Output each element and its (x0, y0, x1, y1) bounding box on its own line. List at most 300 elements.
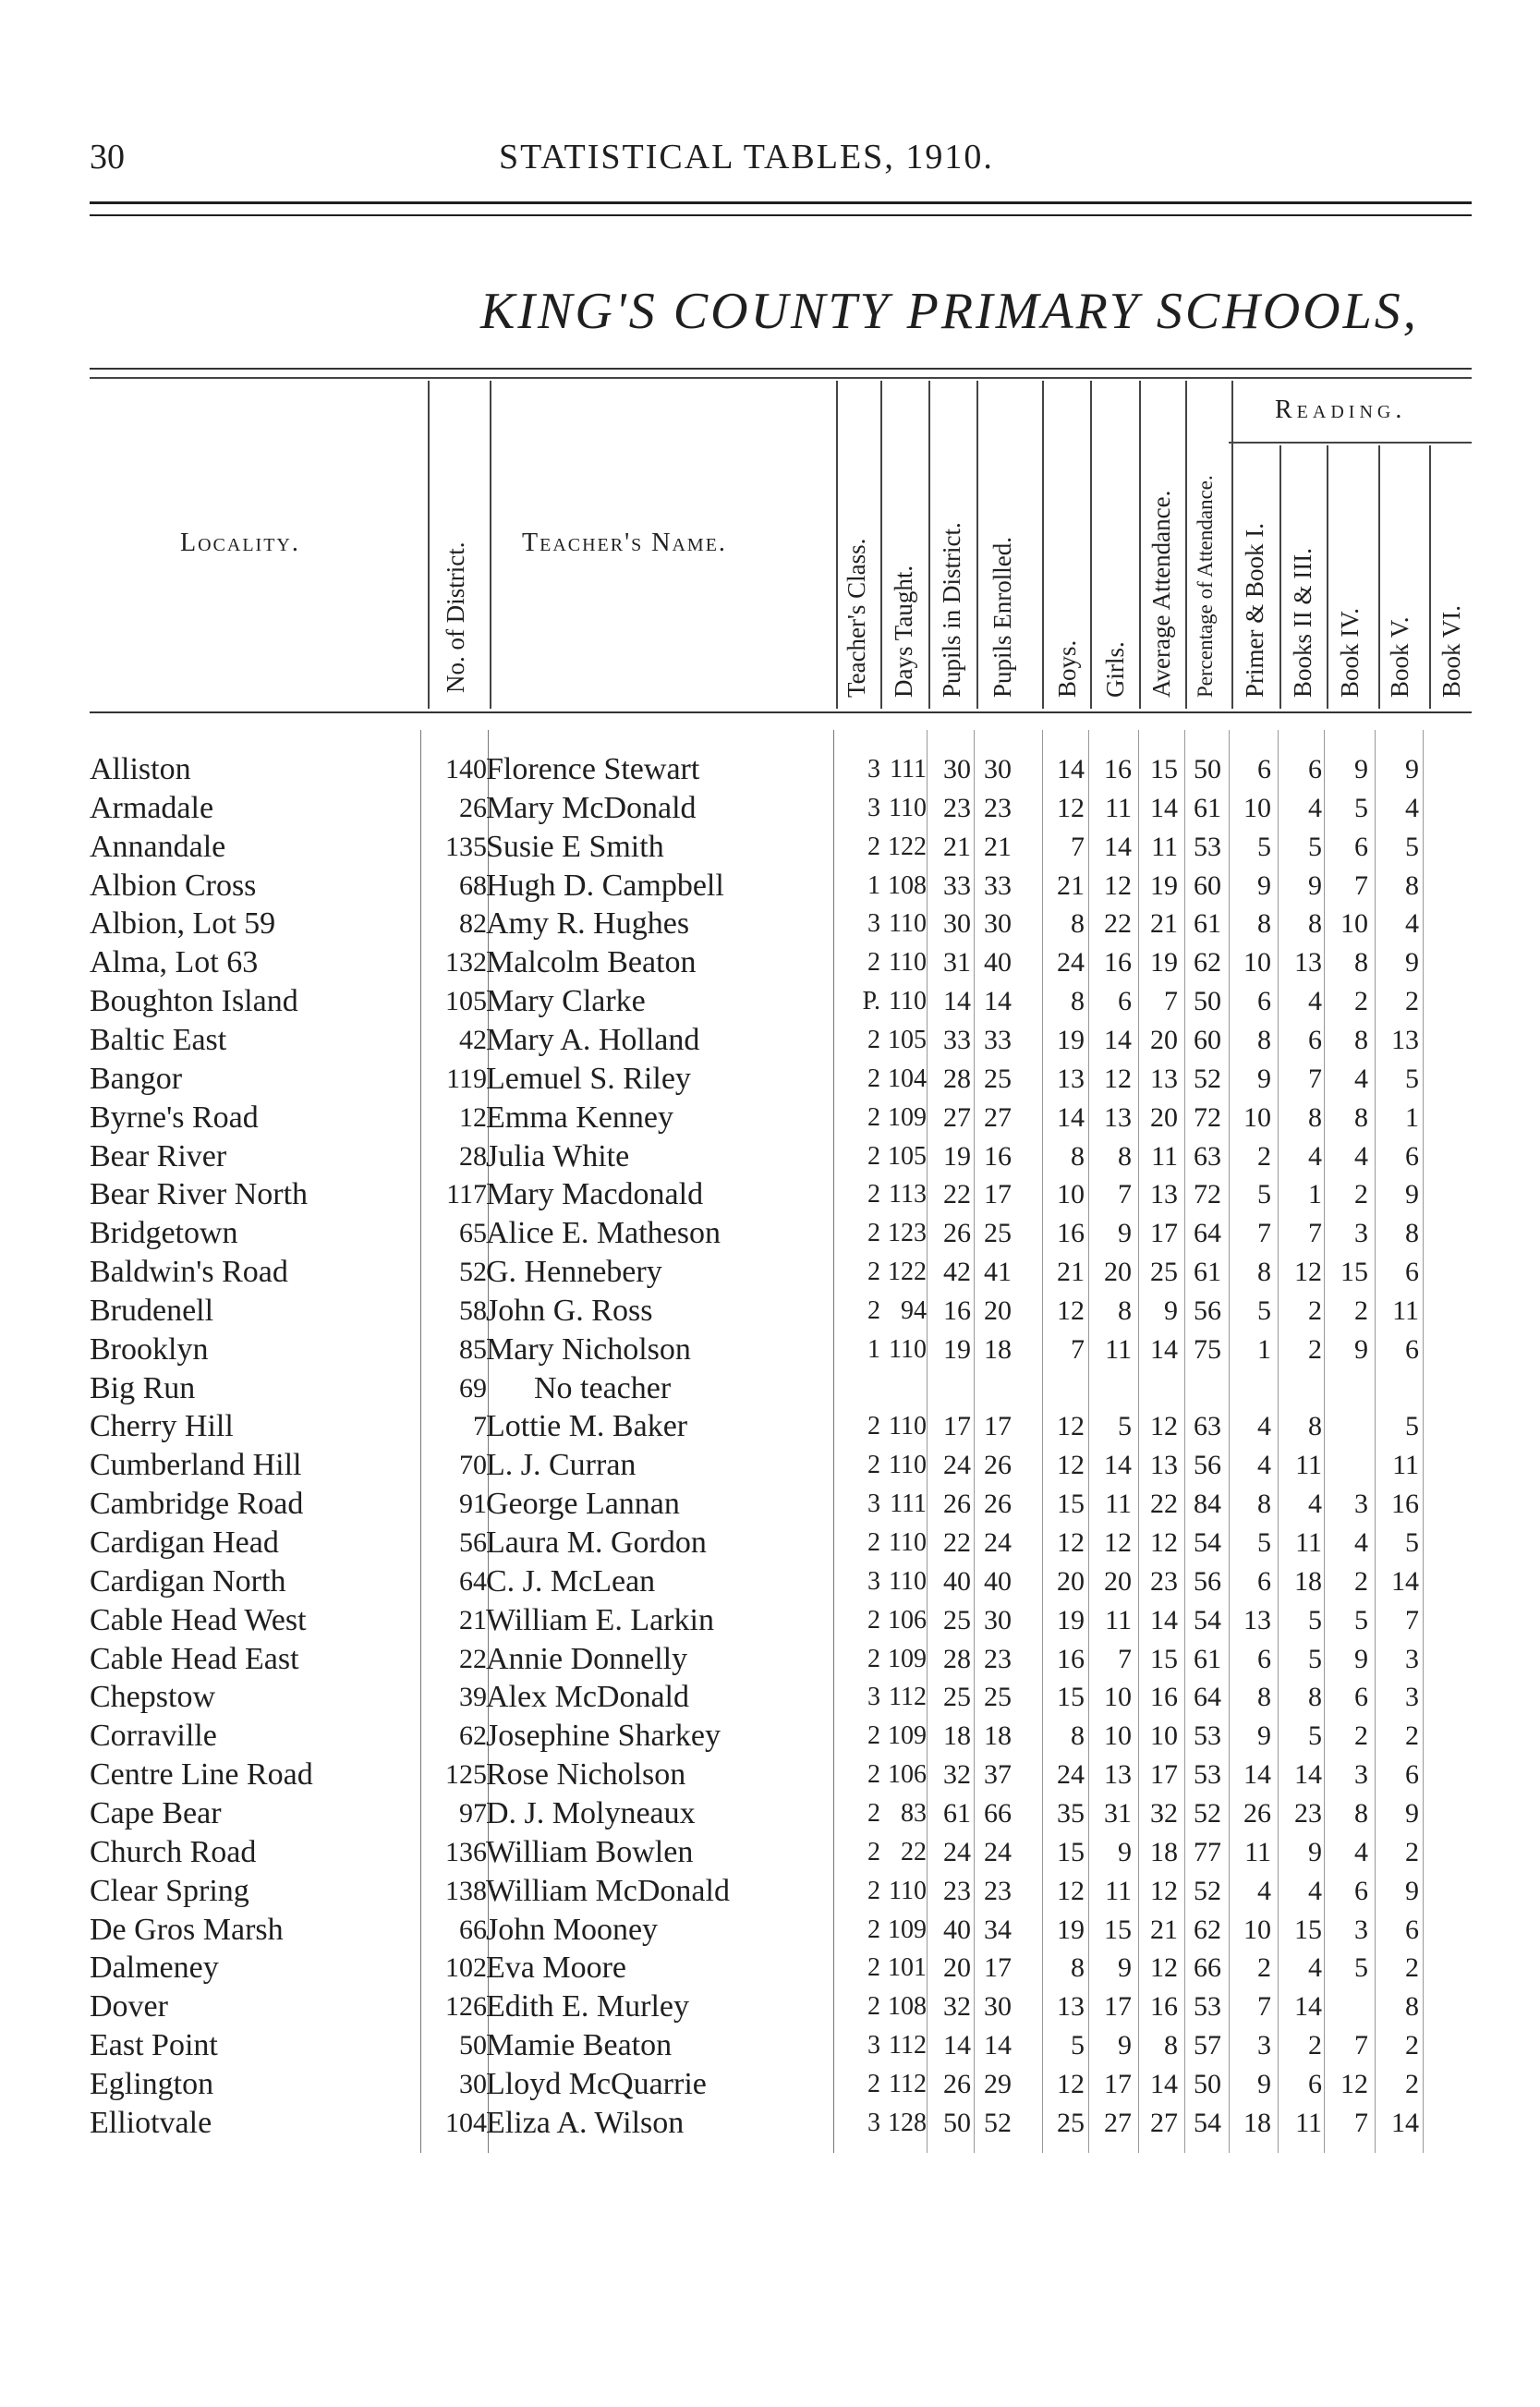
teacher-class-cell: 2 (867, 1219, 880, 1248)
sep-girls-left (1090, 381, 1092, 709)
header-rule-thick (90, 201, 1472, 204)
teacher-name-cell: Mary Nicholson (486, 1331, 691, 1367)
days-taught-cell: 108 (888, 870, 927, 900)
book-4-cell: 2 (1354, 986, 1368, 1017)
boys-cell: 12 (1057, 2068, 1085, 2099)
book-5-cell: 7 (1405, 1604, 1419, 1635)
percentage-attendance-cell: 77 (1194, 1836, 1221, 1867)
book-5-cell: 14 (1391, 2107, 1419, 2138)
boys-cell: 19 (1057, 1914, 1085, 1945)
boys-cell: 16 (1057, 1218, 1085, 1249)
book-5-cell: 5 (1405, 1527, 1419, 1558)
pupils-enrolled-cell: 24 (984, 1527, 1012, 1558)
pupils-in-district-cell: 24 (943, 1836, 971, 1867)
percentage-attendance-cell: 57 (1194, 2030, 1221, 2061)
teacher-name-cell: D. J. Molyneaux (486, 1795, 696, 1830)
pupils-enrolled-cell: 23 (984, 1643, 1012, 1674)
days-taught-cell: 110 (889, 1412, 927, 1441)
percentage-attendance-cell: 53 (1194, 1759, 1221, 1791)
pupils-in-district-cell: 26 (943, 2068, 971, 2099)
books-2-3-cell: 4 (1308, 1875, 1322, 1906)
pupils-in-district-cell: 26 (943, 1218, 971, 1249)
pupils-enrolled-cell: 26 (984, 1450, 1012, 1481)
book-5-cell: 9 (1405, 947, 1419, 979)
sep-prim-left (1231, 381, 1233, 709)
pupils-enrolled-cell: 27 (984, 1101, 1012, 1133)
pupils-enrolled-cell: 23 (984, 792, 1012, 823)
percentage-attendance-cell: 75 (1194, 1333, 1221, 1365)
district-cell: 97 (459, 1797, 487, 1829)
district-cell: 12 (459, 1101, 487, 1133)
percentage-attendance-cell: 62 (1194, 947, 1221, 979)
pupils-enrolled-cell: 20 (984, 1295, 1012, 1326)
primer-book1-cell: 11 (1244, 1836, 1271, 1867)
days-taught-cell: 110 (889, 1451, 927, 1480)
book-5-cell: 11 (1392, 1295, 1419, 1326)
book-5-cell: 8 (1405, 1218, 1419, 1249)
pupils-in-district-cell: 19 (943, 1140, 971, 1172)
locality-cell: Alliston (90, 752, 191, 786)
primer-book1-cell: 9 (1257, 2068, 1271, 2099)
girls-cell: 20 (1104, 1565, 1132, 1597)
girls-cell: 7 (1118, 1179, 1132, 1210)
district-cell: 104 (445, 2107, 487, 2138)
girls-cell: 22 (1104, 908, 1132, 940)
book-5-cell: 9 (1405, 754, 1419, 784)
district-cell: 28 (459, 1140, 487, 1172)
boys-cell: 24 (1057, 947, 1085, 979)
average-attendance-cell: 32 (1150, 1797, 1178, 1829)
books-2-3-cell: 11 (1295, 2107, 1322, 2138)
table-row (0, 1407, 1540, 1446)
girls-cell: 15 (1104, 1914, 1132, 1945)
boys-cell: 19 (1057, 1604, 1085, 1635)
girls-cell: 16 (1104, 754, 1132, 784)
pupils-in-district-cell: 17 (943, 1411, 971, 1442)
district-cell: 105 (445, 986, 487, 1017)
percentage-attendance-cell: 52 (1194, 1063, 1221, 1094)
table-row (0, 982, 1540, 1021)
boys-cell: 21 (1057, 1257, 1085, 1288)
book-5-cell: 2 (1405, 1952, 1419, 1984)
locality-cell: Corraville (90, 1719, 217, 1754)
average-attendance-cell: 9 (1164, 1295, 1178, 1326)
boys-cell: 7 (1071, 1333, 1085, 1365)
pupils-enrolled-cell: 33 (984, 869, 1012, 901)
book-4-cell: 2 (1354, 1295, 1368, 1326)
book-5-cell: 8 (1405, 1991, 1419, 2023)
pupils-in-district-cell: 42 (943, 1257, 971, 1288)
books-2-3-cell: 5 (1308, 831, 1322, 862)
pupils-in-district-cell: 33 (943, 1024, 971, 1055)
days-taught-cell: 105 (888, 1141, 927, 1171)
average-attendance-cell: 7 (1164, 986, 1178, 1017)
book-5-cell: 6 (1405, 1759, 1419, 1791)
pupils-in-district-cell: 22 (943, 1179, 971, 1210)
teacher-name-cell: Mary Clarke (486, 984, 646, 1019)
girls-cell: 8 (1118, 1295, 1132, 1326)
district-cell: 42 (459, 1024, 487, 1055)
teacher-class-cell: 2 (867, 1915, 880, 1944)
average-attendance-cell: 15 (1150, 754, 1178, 784)
table-row (0, 1175, 1540, 1214)
book-4-cell: 4 (1354, 1140, 1368, 1172)
books-2-3-cell: 7 (1308, 1218, 1322, 1249)
primer-book1-cell: 26 (1243, 1797, 1271, 1829)
percentage-attendance-cell: 50 (1194, 2068, 1221, 2099)
pupils-enrolled-cell: 21 (984, 831, 1012, 862)
girls-cell: 9 (1118, 1218, 1132, 1249)
books-2-3-cell: 4 (1308, 1489, 1322, 1520)
book-4-cell: 9 (1354, 754, 1368, 784)
percentage-attendance-cell: 72 (1194, 1179, 1221, 1210)
percentage-attendance-cell: 54 (1194, 1527, 1221, 1558)
teacher-name-cell: John Mooney (486, 1912, 659, 1947)
table-row (0, 1369, 1540, 1408)
days-taught-cell: 94 (901, 1295, 927, 1325)
pupils-in-district-cell: 23 (943, 792, 971, 823)
primer-book1-cell: 1 (1257, 1333, 1271, 1365)
pupils-in-district-cell: 33 (943, 869, 971, 901)
table-row (0, 1601, 1540, 1640)
pupils-in-district-cell: 31 (943, 947, 971, 979)
primer-book1-cell: 4 (1257, 1875, 1271, 1906)
girls-cell: 5 (1118, 1411, 1132, 1442)
teacher-class-cell: 3 (867, 755, 880, 784)
book-5-cell: 2 (1405, 1836, 1419, 1867)
teacher-name-cell: Annie Donnelly (486, 1641, 688, 1676)
books-2-3-cell: 7 (1308, 1063, 1322, 1094)
header-reading: Reading. (1275, 395, 1407, 424)
primer-book1-cell: 9 (1257, 1063, 1271, 1094)
teacher-class-cell: 2 (867, 1798, 880, 1828)
books-2-3-cell: 4 (1308, 986, 1322, 1017)
books-2-3-cell: 14 (1294, 1991, 1322, 2023)
pupils-enrolled-cell: 16 (984, 1140, 1012, 1172)
pupils-enrolled-cell: 14 (984, 2030, 1012, 2061)
primer-book1-cell: 6 (1257, 1565, 1271, 1597)
book-4-cell: 7 (1354, 869, 1368, 901)
locality-cell: Brooklyn (90, 1331, 209, 1367)
book-5-cell: 5 (1405, 1411, 1419, 1442)
girls-cell: 14 (1104, 1024, 1132, 1055)
locality-cell: Byrne's Road (90, 1100, 259, 1135)
teacher-class-cell: 2 (867, 1025, 880, 1054)
average-attendance-cell: 17 (1150, 1218, 1178, 1249)
table-row (0, 789, 1540, 828)
table-row (0, 1524, 1540, 1562)
boys-cell: 13 (1057, 1991, 1085, 2023)
book-5-cell: 6 (1405, 1333, 1419, 1365)
boys-cell: 8 (1071, 1720, 1085, 1752)
books-2-3-cell: 5 (1308, 1643, 1322, 1674)
girls-cell: 11 (1105, 1333, 1132, 1365)
girls-cell: 8 (1118, 1140, 1132, 1172)
pupils-in-district-cell: 20 (943, 1952, 971, 1984)
days-taught-cell: 109 (888, 1915, 927, 1944)
pupils-enrolled-cell: 25 (984, 1682, 1012, 1713)
table-row (0, 2104, 1540, 2143)
book-5-cell: 9 (1405, 1797, 1419, 1829)
teacher-name-cell: Mary McDonald (486, 790, 697, 825)
header-boys: Boys. (1053, 639, 1081, 698)
table-row (0, 1253, 1540, 1292)
teacher-class-cell: P. (862, 987, 880, 1016)
average-attendance-cell: 20 (1150, 1101, 1178, 1133)
teacher-class-cell: 1 (867, 1334, 880, 1364)
district-cell: 65 (459, 1218, 487, 1249)
header-girls: Girls. (1101, 641, 1129, 698)
teacher-class-cell: 2 (867, 1953, 880, 1983)
primer-book1-cell: 6 (1257, 986, 1271, 1017)
days-taught-cell: 128 (888, 2108, 927, 2137)
locality-cell: Bear River North (90, 1177, 309, 1212)
table-row (0, 1872, 1540, 1911)
girls-cell: 11 (1105, 1875, 1132, 1906)
books-2-3-cell: 13 (1294, 947, 1322, 979)
pupils-enrolled-cell: 33 (984, 1024, 1012, 1055)
table-row (0, 1794, 1540, 1833)
primer-book1-cell: 8 (1257, 1257, 1271, 1288)
girls-cell: 10 (1104, 1720, 1132, 1752)
teacher-name-cell: William E. Larkin (486, 1602, 714, 1637)
books-2-3-cell: 2 (1308, 1333, 1322, 1365)
average-attendance-cell: 8 (1164, 2030, 1178, 2061)
book-4-cell: 15 (1340, 1257, 1368, 1288)
table-row (0, 1214, 1540, 1253)
percentage-attendance-cell: 66 (1194, 1952, 1221, 1984)
pupils-enrolled-cell: 29 (984, 2068, 1012, 2099)
table-row (0, 1292, 1540, 1331)
page-number: 30 (90, 138, 125, 176)
sep-bk5-left (1378, 445, 1380, 709)
primer-book1-cell: 9 (1257, 869, 1271, 901)
book-4-cell: 6 (1354, 1682, 1368, 1713)
boys-cell: 14 (1057, 1101, 1085, 1133)
percentage-attendance-cell: 54 (1194, 2107, 1221, 2138)
table-row (0, 2026, 1540, 2065)
pupils-in-district-cell: 16 (943, 1295, 971, 1326)
locality-cell: Albion, Lot 59 (90, 906, 276, 942)
pupils-in-district-cell: 23 (943, 1875, 971, 1906)
book-5-cell: 11 (1392, 1450, 1419, 1481)
district-cell: 58 (459, 1295, 487, 1326)
girls-cell: 31 (1104, 1797, 1132, 1829)
header-teacher: Teacher's Name. (522, 529, 727, 557)
boys-cell: 13 (1057, 1063, 1085, 1094)
teacher-class-cell: 2 (867, 1141, 880, 1171)
teacher-name-cell: Susie E Smith (486, 829, 664, 864)
girls-cell: 9 (1118, 1836, 1132, 1867)
books-2-3-cell: 6 (1308, 1024, 1322, 1055)
primer-book1-cell: 14 (1243, 1759, 1271, 1791)
days-taught-cell: 110 (889, 793, 927, 822)
girls-cell: 13 (1104, 1759, 1132, 1791)
teacher-name-cell: Mary Macdonald (486, 1177, 704, 1212)
table-top-rule-2 (90, 377, 1472, 379)
books-2-3-cell: 8 (1308, 908, 1322, 940)
sep-penr-left (976, 381, 978, 709)
pupils-in-district-cell: 21 (943, 831, 971, 862)
days-taught-cell: 83 (901, 1798, 927, 1828)
book-4-cell: 10 (1340, 908, 1368, 940)
pupils-enrolled-cell: 25 (984, 1218, 1012, 1249)
table-row (0, 867, 1540, 906)
teacher-class-cell: 2 (867, 1992, 880, 2022)
book-5-cell: 6 (1405, 1257, 1419, 1288)
pupils-enrolled-cell: 18 (984, 1333, 1012, 1365)
sep-dist-left (428, 381, 430, 709)
teacher-name-cell: No teacher (534, 1370, 672, 1405)
percentage-attendance-cell: 56 (1194, 1450, 1221, 1481)
boys-cell: 10 (1057, 1179, 1085, 1210)
days-taught-cell: 112 (889, 1683, 927, 1712)
days-taught-cell: 110 (889, 987, 927, 1016)
average-attendance-cell: 20 (1150, 1024, 1178, 1055)
primer-book1-cell: 6 (1257, 754, 1271, 784)
teacher-name-cell: Lottie M. Baker (486, 1409, 688, 1444)
district-cell: 22 (459, 1643, 487, 1674)
header-books23: Books II & III. (1289, 548, 1316, 698)
teacher-name-cell: Rose Nicholson (486, 1757, 686, 1793)
pupils-enrolled-cell: 14 (984, 986, 1012, 1017)
percentage-attendance-cell: 53 (1194, 1720, 1221, 1752)
locality-cell: Baldwin's Road (90, 1255, 288, 1290)
teacher-class-cell: 2 (867, 1258, 880, 1287)
book-4-cell: 2 (1354, 1179, 1368, 1210)
book-4-cell: 4 (1354, 1527, 1368, 1558)
pupils-in-district-cell: 28 (943, 1643, 971, 1674)
primer-book1-cell: 5 (1257, 1179, 1271, 1210)
days-taught-cell: 109 (888, 1644, 927, 1673)
book-5-cell: 3 (1405, 1682, 1419, 1713)
book-4-cell: 8 (1354, 1024, 1368, 1055)
sep-class-left (836, 381, 838, 709)
boys-cell: 8 (1071, 986, 1085, 1017)
average-attendance-cell: 19 (1150, 947, 1178, 979)
pupils-enrolled-cell: 37 (984, 1759, 1012, 1791)
header-pupils-district: Pupils in District. (938, 522, 965, 698)
girls-cell: 27 (1104, 2107, 1132, 2138)
days-taught-cell: 111 (890, 1489, 927, 1519)
header-district: No. of District. (442, 541, 469, 693)
teacher-class-cell: 2 (867, 1721, 880, 1751)
teacher-class-cell: 2 (867, 1876, 880, 1905)
book-4-cell: 6 (1354, 831, 1368, 862)
percentage-attendance-cell: 61 (1194, 1643, 1221, 1674)
locality-cell: Bear River (90, 1138, 227, 1173)
primer-book1-cell: 7 (1257, 1218, 1271, 1249)
average-attendance-cell: 12 (1150, 1952, 1178, 1984)
primer-book1-cell: 18 (1243, 2107, 1271, 2138)
table-row (0, 1988, 1540, 2026)
average-attendance-cell: 11 (1151, 1140, 1178, 1172)
locality-cell: Armadale (90, 790, 214, 825)
teacher-name-cell: George Lannan (486, 1487, 680, 1522)
primer-book1-cell: 10 (1243, 947, 1271, 979)
district-cell: 66 (459, 1914, 487, 1945)
district-cell: 70 (459, 1450, 487, 1481)
average-attendance-cell: 19 (1150, 869, 1178, 901)
average-attendance-cell: 27 (1150, 2107, 1178, 2138)
teacher-name-cell: C. J. McLean (486, 1563, 656, 1599)
district-cell: 117 (446, 1179, 487, 1210)
book-4-cell: 3 (1354, 1914, 1368, 1945)
boys-cell: 15 (1057, 1836, 1085, 1867)
book-5-cell: 14 (1391, 1565, 1419, 1597)
header-book6: Book VI. (1437, 604, 1465, 698)
book-5-cell: 16 (1391, 1489, 1419, 1520)
table-row (0, 1640, 1540, 1679)
teacher-name-cell: Amy R. Hughes (486, 906, 690, 942)
boys-cell: 12 (1057, 1295, 1085, 1326)
days-taught-cell: 106 (888, 1760, 927, 1790)
days-taught-cell: 109 (888, 1102, 927, 1132)
pupils-in-district-cell: 40 (943, 1565, 971, 1597)
pupils-enrolled-cell: 30 (984, 1991, 1012, 2023)
girls-cell: 6 (1118, 986, 1132, 1017)
header-days: Days Taught. (890, 565, 917, 698)
pupils-enrolled-cell: 26 (984, 1489, 1012, 1520)
books-2-3-cell: 2 (1308, 1295, 1322, 1326)
book-4-cell: 3 (1354, 1218, 1368, 1249)
pupils-enrolled-cell: 25 (984, 1063, 1012, 1094)
district-cell: 39 (459, 1682, 487, 1713)
pupils-in-district-cell: 27 (943, 1101, 971, 1133)
boys-cell: 7 (1071, 831, 1085, 862)
pupils-enrolled-cell: 30 (984, 1604, 1012, 1635)
girls-cell: 12 (1104, 869, 1132, 901)
percentage-attendance-cell: 60 (1194, 1024, 1221, 1055)
book-4-cell: 5 (1354, 792, 1368, 823)
sep-bk4-left (1327, 445, 1328, 709)
primer-book1-cell: 8 (1257, 1682, 1271, 1713)
teacher-class-cell: 2 (867, 1837, 880, 1866)
teacher-class-cell: 3 (867, 909, 880, 939)
average-attendance-cell: 12 (1150, 1527, 1178, 1558)
pupils-enrolled-cell: 40 (984, 1565, 1012, 1597)
book-5-cell: 9 (1405, 1875, 1419, 1906)
book-5-cell: 4 (1405, 792, 1419, 823)
locality-cell: Cable Head East (90, 1641, 299, 1676)
girls-cell: 14 (1104, 1450, 1132, 1481)
teacher-class-cell: 3 (867, 2108, 880, 2137)
district-cell: 126 (445, 1991, 487, 2023)
primer-book1-cell: 5 (1257, 1527, 1271, 1558)
girls-cell: 7 (1118, 1643, 1132, 1674)
locality-cell: Cardigan North (90, 1563, 286, 1599)
percentage-attendance-cell: 52 (1194, 1875, 1221, 1906)
district-cell: 62 (459, 1720, 487, 1752)
teacher-name-cell: Eliza A. Wilson (486, 2105, 685, 2140)
teacher-name-cell: Eva Moore (486, 1951, 627, 1986)
book-4-cell: 5 (1354, 1952, 1368, 1984)
average-attendance-cell: 12 (1150, 1411, 1178, 1442)
average-attendance-cell: 21 (1150, 908, 1178, 940)
books-2-3-cell: 9 (1308, 1836, 1322, 1867)
locality-cell: Clear Spring (90, 1873, 249, 1908)
pupils-enrolled-cell: 41 (984, 1257, 1012, 1288)
girls-cell: 11 (1105, 1604, 1132, 1635)
locality-cell: Cable Head West (90, 1602, 307, 1637)
pupils-enrolled-cell: 40 (984, 947, 1012, 979)
books-2-3-cell: 11 (1295, 1450, 1322, 1481)
average-attendance-cell: 18 (1150, 1836, 1178, 1867)
pupils-in-district-cell: 19 (943, 1333, 971, 1365)
primer-book1-cell: 2 (1257, 1140, 1271, 1172)
girls-cell: 13 (1104, 1101, 1132, 1133)
table-row (0, 1833, 1540, 1872)
